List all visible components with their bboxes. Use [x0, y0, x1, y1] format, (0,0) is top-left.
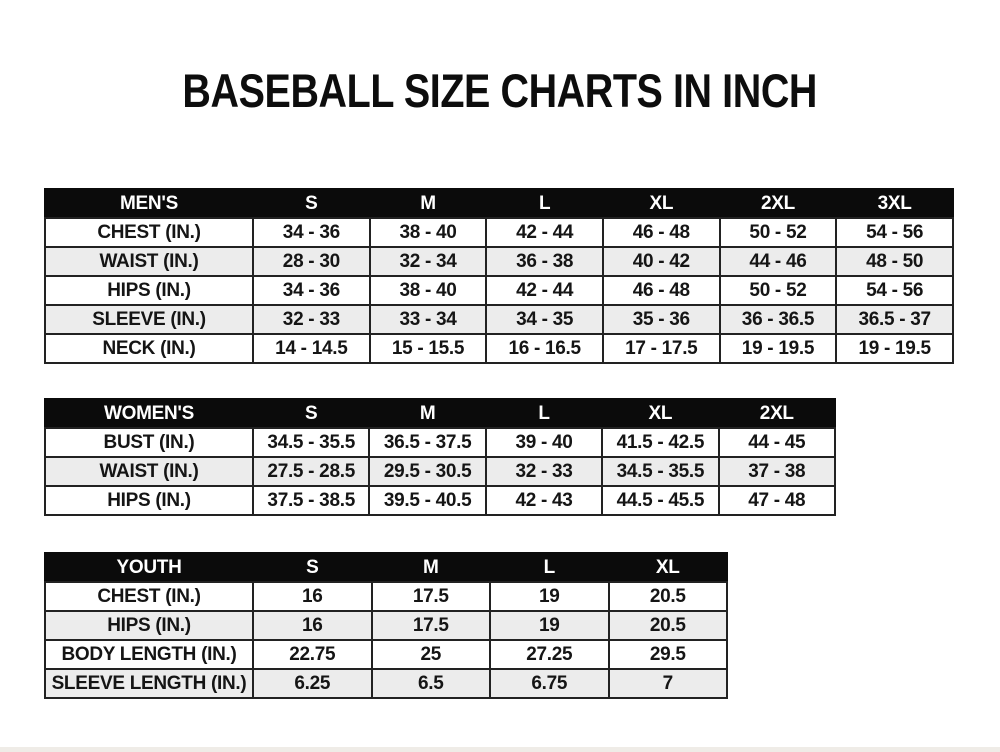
size-column-header: 2XL [720, 189, 837, 218]
measurement-value: 50 - 52 [720, 218, 837, 247]
size-header-row [45, 553, 727, 582]
size-column-header: XL [603, 189, 720, 218]
measurement-value: 34.5 - 35.5 [602, 457, 718, 486]
measurement-value: 34 - 35 [486, 305, 603, 334]
measurement-value: 35 - 36 [603, 305, 720, 334]
size-column-header: L [486, 399, 602, 428]
size-header-row [45, 399, 835, 428]
measurement-value: 41.5 - 42.5 [602, 428, 718, 457]
measurement-row [45, 669, 727, 698]
measurement-value: 34 - 36 [253, 276, 370, 305]
measurement-label: WAIST (IN.) [45, 457, 253, 486]
size-column-header: M [370, 189, 487, 218]
measurement-value: 42 - 44 [486, 276, 603, 305]
measurement-value: 25 [372, 640, 491, 669]
size-column-header: L [490, 553, 609, 582]
measurement-label: CHEST (IN.) [45, 218, 253, 247]
measurement-row [45, 428, 835, 457]
measurement-value: 34 - 36 [253, 218, 370, 247]
size-column-header: XL [602, 399, 718, 428]
size-column-header: M [372, 553, 491, 582]
size-header-row [45, 189, 953, 218]
measurement-value: 16 - 16.5 [486, 334, 603, 363]
size-column-header: S [253, 553, 372, 582]
measurement-value: 37.5 - 38.5 [253, 486, 369, 515]
measurement-value: 38 - 40 [370, 218, 487, 247]
measurement-value: 16 [253, 582, 372, 611]
measurement-row [45, 218, 953, 247]
measurement-label: SLEEVE LENGTH (IN.) [45, 669, 253, 698]
size-column-header: 2XL [719, 399, 835, 428]
page-title [0, 63, 1000, 118]
measurement-value: 42 - 44 [486, 218, 603, 247]
measurement-value: 36.5 - 37.5 [369, 428, 485, 457]
measurement-value: 34.5 - 35.5 [253, 428, 369, 457]
measurement-value: 7 [609, 669, 728, 698]
size-column-header: XL [609, 553, 728, 582]
measurement-value: 27.25 [490, 640, 609, 669]
measurement-row [45, 640, 727, 669]
measurement-value: 39 - 40 [486, 428, 602, 457]
measurement-row [45, 486, 835, 515]
measurement-value: 19 [490, 611, 609, 640]
measurement-value: 22.75 [253, 640, 372, 669]
measurement-row [45, 276, 953, 305]
measurement-label: BODY LENGTH (IN.) [45, 640, 253, 669]
measurement-row [45, 247, 953, 276]
size-column-header: S [253, 399, 369, 428]
measurement-value: 17 - 17.5 [603, 334, 720, 363]
measurement-value: 17.5 [372, 582, 491, 611]
measurement-value: 27.5 - 28.5 [253, 457, 369, 486]
measurement-label: SLEEVE (IN.) [45, 305, 253, 334]
measurement-value: 40 - 42 [603, 247, 720, 276]
measurement-value: 50 - 52 [720, 276, 837, 305]
measurement-label: HIPS (IN.) [45, 276, 253, 305]
measurement-value: 29.5 [609, 640, 728, 669]
measurement-value: 32 - 34 [370, 247, 487, 276]
measurement-row [45, 457, 835, 486]
measurement-value: 47 - 48 [719, 486, 835, 515]
measurement-value: 36.5 - 37 [836, 305, 953, 334]
measurement-value: 29.5 - 30.5 [369, 457, 485, 486]
measurement-value: 46 - 48 [603, 276, 720, 305]
measurement-value: 20.5 [609, 582, 728, 611]
youth-group-label: YOUTH [45, 553, 253, 582]
measurement-label: CHEST (IN.) [45, 582, 253, 611]
measurement-value: 20.5 [609, 611, 728, 640]
measurement-value: 38 - 40 [370, 276, 487, 305]
measurement-row [45, 611, 727, 640]
measurement-value: 19 - 19.5 [720, 334, 837, 363]
page-bottom-edge [0, 747, 1000, 752]
measurement-label: WAIST (IN.) [45, 247, 253, 276]
measurement-label: HIPS (IN.) [45, 486, 253, 515]
mens-group-label: MEN'S [45, 189, 253, 218]
measurement-value: 36 - 36.5 [720, 305, 837, 334]
womens-group-label: WOMEN'S [45, 399, 253, 428]
measurement-value: 44 - 45 [719, 428, 835, 457]
measurement-value: 33 - 34 [370, 305, 487, 334]
womens-size-table [44, 398, 836, 516]
measurement-value: 44 - 46 [720, 247, 837, 276]
measurement-row [45, 334, 953, 363]
size-column-header: M [369, 399, 485, 428]
measurement-value: 6.25 [253, 669, 372, 698]
measurement-value: 15 - 15.5 [370, 334, 487, 363]
measurement-value: 16 [253, 611, 372, 640]
measurement-value: 37 - 38 [719, 457, 835, 486]
mens-size-table [44, 188, 954, 364]
youth-size-table [44, 552, 728, 699]
measurement-label: HIPS (IN.) [45, 611, 253, 640]
measurement-value: 39.5 - 40.5 [369, 486, 485, 515]
measurement-value: 17.5 [372, 611, 491, 640]
measurement-value: 32 - 33 [486, 457, 602, 486]
measurement-value: 46 - 48 [603, 218, 720, 247]
measurement-value: 36 - 38 [486, 247, 603, 276]
measurement-label: BUST (IN.) [45, 428, 253, 457]
measurement-value: 6.75 [490, 669, 609, 698]
measurement-value: 19 - 19.5 [836, 334, 953, 363]
measurement-value: 54 - 56 [836, 276, 953, 305]
measurement-value: 28 - 30 [253, 247, 370, 276]
measurement-value: 48 - 50 [836, 247, 953, 276]
measurement-value: 14 - 14.5 [253, 334, 370, 363]
page-title-text: BASEBALL SIZE CHARTS IN INCH [182, 64, 818, 117]
measurement-value: 32 - 33 [253, 305, 370, 334]
measurement-value: 6.5 [372, 669, 491, 698]
size-column-header: S [253, 189, 370, 218]
measurement-row [45, 305, 953, 334]
measurement-value: 44.5 - 45.5 [602, 486, 718, 515]
measurement-label: NECK (IN.) [45, 334, 253, 363]
measurement-value: 19 [490, 582, 609, 611]
measurement-value: 54 - 56 [836, 218, 953, 247]
measurement-row [45, 582, 727, 611]
size-column-header: 3XL [836, 189, 953, 218]
measurement-value: 42 - 43 [486, 486, 602, 515]
size-column-header: L [486, 189, 603, 218]
